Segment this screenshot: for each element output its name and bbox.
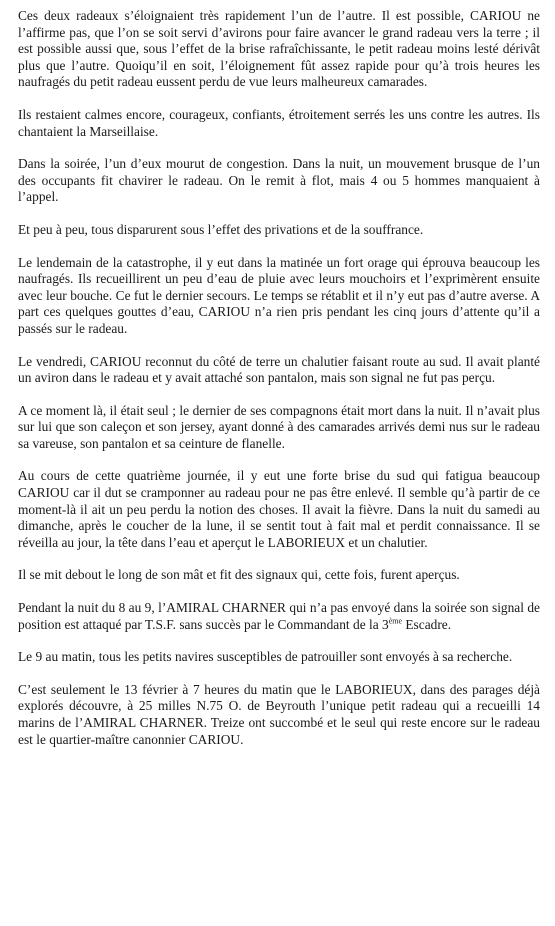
document-page	[18, 8, 540, 764]
paragraph-seul: A ce moment là, il était seul ; le dernier de ses compagnons était mort dans la nuit. Il n’avait plus sur lui que son caleçon et son jersey, ayant donné à des camarades arrivés demi nus sur le radeau sa vareuse, son pantalon et sa ceinture de flanelle.	[18, 402, 540, 451]
paragraph-recherche: Le 9 au matin, tous les petits navires susceptibles de patrouiller sont envoyés à sa recherche.	[18, 649, 513, 665]
paragraph-disparurent: Et peu à peu, tous disparurent sous l’effet des privations et de la souffrance.	[18, 221, 424, 237]
amiral-text: Pendant la nuit du 8 au 9, l’AMIRAL CHARNER qui n’a pas envoyé dans la soirée son signal de position est attaqué par T.S.F. sans succès par le Commandant de la 3	[18, 600, 540, 632]
paragraph-vendredi: Le vendredi, CARIOU reconnut du côté de terre un chalutier faisant route au sud. Il avait planté un aviron dans le radeau et y avait attaché son pantalon, mais son signal ne fut pas perçu.	[18, 353, 540, 386]
paragraph-lendemain: Le lendemain de la catastrophe, il y eut dans la matinée un fort orage qui éprouva beaucoup les naufragés. Ils recueillirent un peu d’eau de pluie avec leurs mouchoirs et l’exprimèrent ensuite avec leur bouche. Ce fut le dernier secours. Le temps se rétablit et il n’y eut pas d’autre averse. A part ces quelques gouttes d’eau, CARIOU n’a rien pris pendant les cinq jours d’attente qu’il a passés sur le radeau.	[18, 254, 540, 336]
paragraph-quatrieme-journee: Au cours de cette quatrième journée, il y eut une forte brise du sud qui fatigua beaucoup CARIOU car il dut se cramponner au radeau pour ne pas être enlevé. Il semble qu’à partir de ce moment-là il ait un peu perdu la notion des choses. Il avait la fièvre. Dans la nuit du samedi au dimanche, après le coucher de la lune, il se sentit tout à fait mal et perdit connaissance. Il se réveilla au jour, la tête dans l’eau et aperçut le LABORIEUX et un chalutier.	[18, 468, 540, 550]
paragraph-laborieux: C’est seulement le 13 février à 7 heures du matin que le LABORIEUX, dans des parages déjà explorés découvre, à 25 milles N.75 O. de Beyrouth l’unique petit radeau qui a recueilli 14 marins de l’AMIRAL CHARNER. Treize ont succombé et le seul qui reste encore sur le radeau est le quartier-maître canonnier CARIOU.	[18, 681, 540, 747]
ordinal-superscript: ème	[388, 616, 403, 626]
amiral-text-end: Escadre.	[402, 616, 452, 632]
paragraph-signaux: Il se mit debout le long de son mât et fit des signaux qui, cette fois, furent aperçus.	[18, 567, 460, 583]
paragraph-radeaux: Ces deux radeaux s’éloignaient très rapidement l’un de l’autre. Il est possible, CARIOU ne l’affirme pas, que l’on se soit servi d’avirons pour faire avancer le grand radeau vers la terre ; il est possible aussi que, sous l’effet de la brise rafraîchissante, le petit radeau moins lesté dérivât plus que l’autre. Quoiqu’il en soit, l’éloignement fût assez rapide pour qu’à trois heures les naufragés du petit radeau eussent perdu de vue leurs malheureux camarades.	[18, 8, 540, 90]
paragraph-marseillaise: Ils restaient calmes encore, courageux, confiants, étroitement serrés les uns contre les autres. Ils chantaient la Marseillaise.	[18, 106, 540, 139]
paragraph-soiree: Dans la soirée, l’un d’eux mourut de congestion. Dans la nuit, un mouvement brusque de l’un des occupants fit chavirer le radeau. On le remit à flot, mais 4 ou 5 hommes manquaient à l’appel.	[18, 156, 540, 205]
paragraph-amiral-charner	[18, 600, 540, 633]
